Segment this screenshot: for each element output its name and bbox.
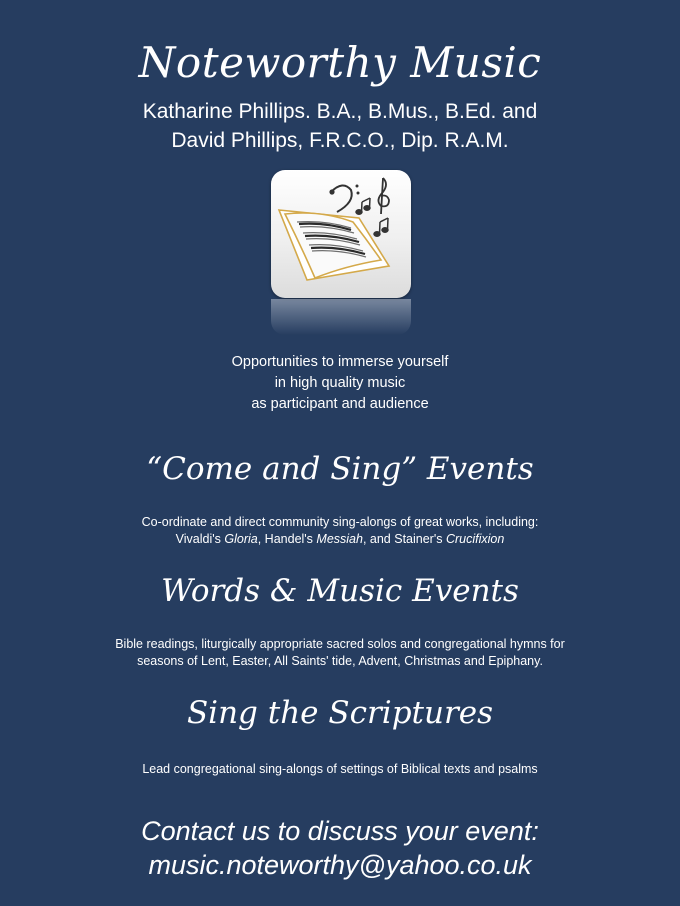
description-line: Bible readings, liturgically appropriate sacred solos and congregational hymns for [115,637,565,651]
text-fragment: Vivaldi's [175,532,225,546]
intro-line: Opportunities to immerse yourself [231,354,449,370]
sheet-music-logo-icon [271,170,411,298]
heading-sing-the-scriptures: Sing the Scriptures [186,695,494,731]
work-title-messiah: Messiah [316,532,363,546]
work-title-crucifixion: Crucifixion [445,532,505,546]
description-line [0,531,680,548]
heading-words-and-music: Words & Music Events [161,573,519,609]
text-fragment: , and Stainer's [362,532,446,546]
text-fragment: , Handel's [257,532,317,546]
description-line: seasons of Lent, Easter, All Saints' tide, Advent, Christmas and Epiphany. [137,654,543,668]
logo [271,170,411,298]
description-words-and-music [0,636,680,670]
description-sing-the-scriptures [0,761,680,778]
description-come-and-sing [0,514,680,548]
intro-text [0,352,680,415]
description-line: Co-ordinate and direct community sing-alongs of great works, including: [141,515,539,529]
description-line: Lead congregational sing-alongs of settings of Biblical texts and psalms [142,762,538,776]
contact-block [0,814,680,882]
contact-prompt: Contact us to discuss your event: [141,816,539,846]
heading-come-and-sing: “Come and Sing” Events [146,451,534,487]
credits [0,97,680,155]
logo-reflection [271,299,411,335]
contact-email[interactable]: music.noteworthy@yahoo.co.uk [148,850,532,880]
work-title-gloria: Gloria [224,532,258,546]
page-title: Noteworthy Music [138,38,542,87]
credit-line-david: David Phillips, F.R.C.O., Dip. R.A.M. [171,129,509,152]
intro-line: in high quality music [274,375,406,391]
credit-line-katharine: Katharine Phillips. B.A., B.Mus., B.Ed. and [142,100,538,123]
intro-line: as participant and audience [251,396,429,412]
